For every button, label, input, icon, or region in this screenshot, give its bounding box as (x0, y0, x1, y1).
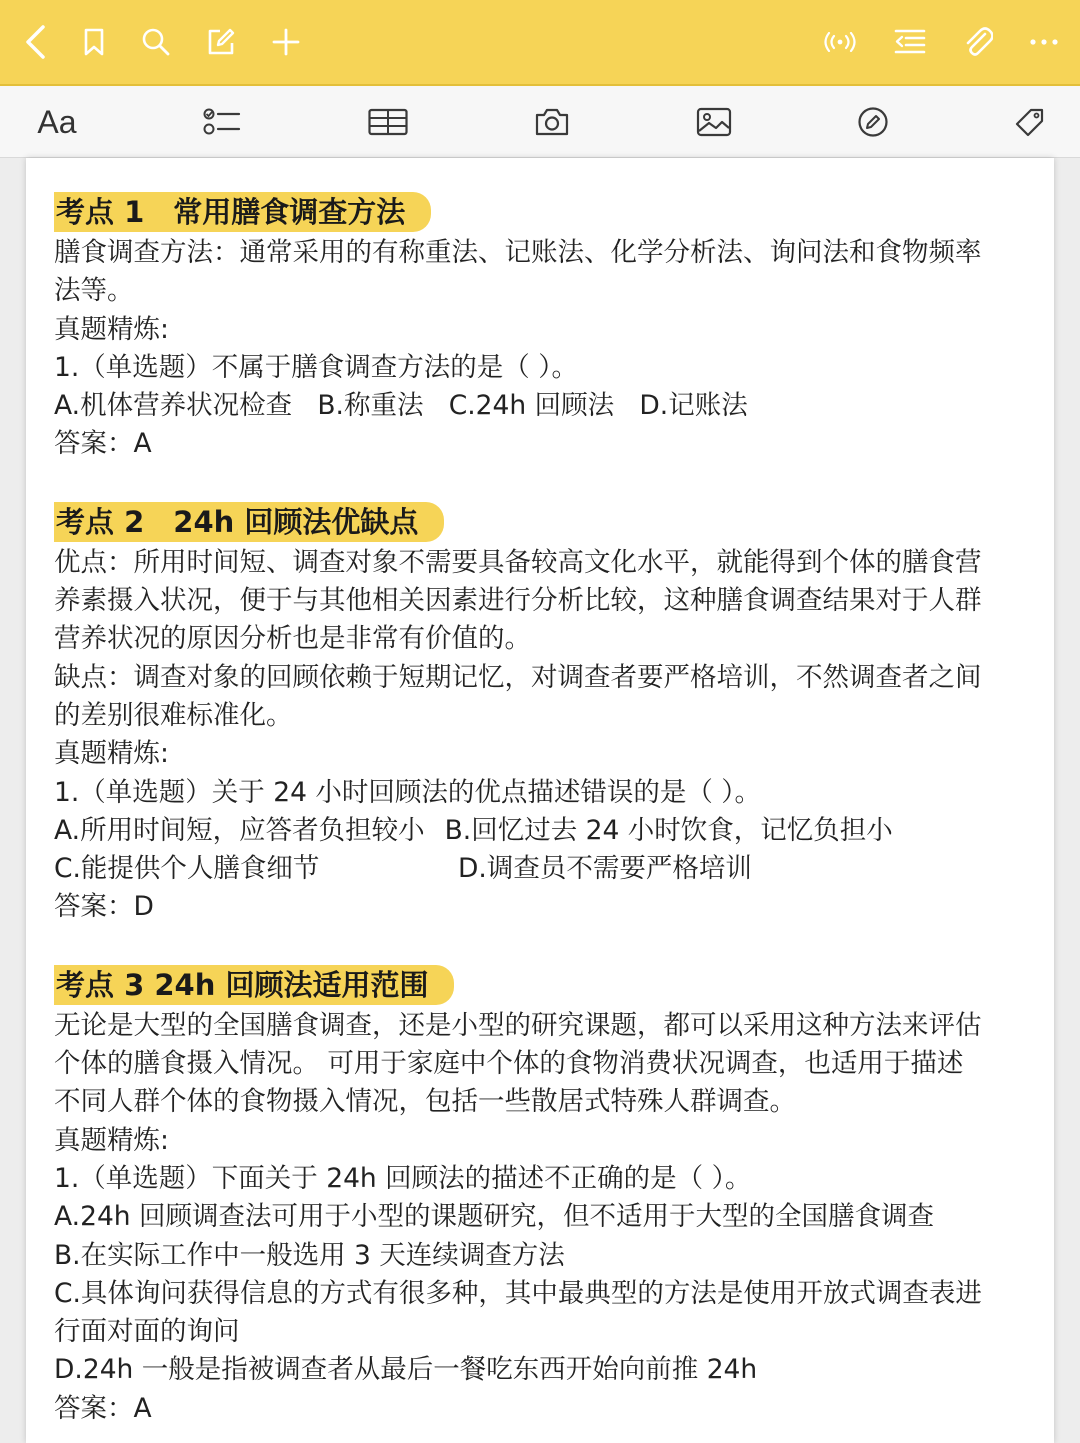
top-navigation-bar (0, 0, 1080, 86)
back-chevron-icon[interactable] (16, 22, 56, 62)
outline-list-icon[interactable] (890, 22, 930, 62)
formatting-toolbar (0, 86, 1080, 158)
option-line: D.24h 一般是指被调查者从最后一餐吃东西开始向前推 24h (54, 1354, 758, 1386)
search-icon[interactable] (136, 22, 176, 62)
body-line: 优点：所用时间短、调查对象不需要具备较高文化水平，就能得到个体的膳食营 (54, 546, 982, 578)
options-row (54, 850, 1034, 888)
practice-label: 真题精炼: (54, 1124, 169, 1156)
answer-text: 答案：A (54, 428, 152, 460)
tag-icon[interactable] (1006, 100, 1054, 144)
note-page[interactable] (26, 158, 1054, 1443)
note-content[interactable] (54, 192, 1034, 1428)
option-line: A.24h 回顾调查法可用于小型的课题研究，但不适用于大型的全国膳食调查 (54, 1201, 935, 1233)
edit-icon[interactable] (201, 22, 241, 62)
answer-text: 答案：D (54, 891, 154, 923)
body-line: 的差别很难标准化。 (54, 699, 293, 731)
option-b: B.回忆过去 24 小时饮食，记忆负担小 (444, 814, 893, 846)
body-line: 个体的膳食摄入情况。 可用于家庭中个体的食物消费状况调查，也适用于描述 (54, 1048, 964, 1080)
image-icon[interactable] (690, 100, 738, 144)
text-style-button[interactable]: Aa (37, 103, 77, 140)
body-line: 缺点：调查对象的回顾依赖于短期记忆，对调查者要严格培训，不然调查者之间 (54, 661, 982, 693)
section-2 (54, 502, 1034, 927)
option-line: B.在实际工作中一般选用 3 天连续调查方法 (54, 1239, 565, 1271)
paperclip-icon[interactable] (958, 22, 998, 62)
section-heading: 考点 2 24h 回顾法优缺点 (54, 502, 444, 542)
checklist-icon[interactable] (198, 100, 246, 144)
question-text: 1.（单选题）关于 24 小时回顾法的优点描述错误的是（ ）。 (54, 776, 762, 808)
option-line: 行面对面的询问 (54, 1316, 240, 1348)
body-line: 法等。 (54, 275, 134, 307)
question-text: 1.（单选题）下面关于 24h 回顾法的描述不正确的是（ ）。 (54, 1162, 752, 1194)
section-heading: 考点 3 24h 回顾法适用范围 (54, 965, 454, 1005)
answer-text: 答案：A (54, 1392, 152, 1424)
options-line: A.机体营养状况检查 B.称重法 C.24h 回顾法 D.记账法 (54, 390, 748, 422)
add-icon[interactable] (266, 22, 306, 62)
markup-pen-icon[interactable] (849, 100, 897, 144)
body-line: 膳食调查方法：通常采用的有称重法、记账法、化学分析法、询问法和食物频率 (54, 237, 982, 268)
spacer (54, 464, 1034, 502)
body-line: 无论是大型的全国膳食调查，还是小型的研究课题，都可以采用这种方法来评估 (54, 1009, 982, 1041)
question-text: 1.（单选题）不属于膳食调查方法的是（ ）。 (54, 351, 578, 383)
bookmark-icon[interactable] (74, 22, 114, 62)
option-d: D.调查员不需要严格培训 (458, 853, 752, 885)
section-heading: 考点 1 常用膳食调查方法 (54, 192, 431, 232)
option-line: C.具体询问获得信息的方式有很多种，其中最典型的方法是使用开放式调查表进 (54, 1277, 982, 1309)
camera-icon[interactable] (528, 100, 576, 144)
section-3 (54, 965, 1034, 1428)
body-line: 不同人群个体的食物摄入情况，包括一些散居式特殊人群调查。 (54, 1086, 796, 1118)
practice-label: 真题精炼: (54, 313, 169, 345)
broadcast-icon[interactable] (820, 22, 860, 62)
spacer (54, 927, 1034, 965)
body-line: 养素摄入状况，便于与其他相关因素进行分析比较，这种膳食调查结果对于人群 (54, 585, 982, 617)
option-c: C.能提供个人膳食细节 (54, 853, 320, 885)
body-line: 营养状况的原因分析也是非常有价值的。 (54, 623, 531, 655)
options-row (54, 812, 1034, 850)
more-icon[interactable] (1024, 22, 1064, 62)
table-icon[interactable] (364, 100, 412, 144)
practice-label: 真题精炼: (54, 738, 169, 770)
section-1 (54, 192, 1034, 464)
option-a: A.所用时间短，应答者负担较小 (54, 814, 425, 846)
